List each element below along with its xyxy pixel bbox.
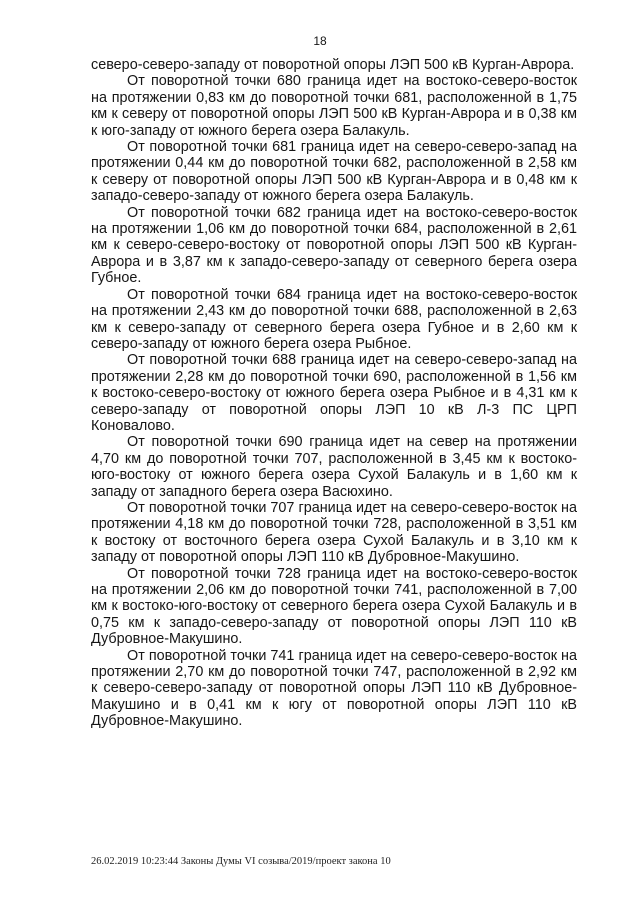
paragraph: От поворотной точки 741 граница идет на северо-северо-восток на протяжении 2,70 км до поворотной точки 747, расположенной в 2,92 км к северо-северо-западу от поворотной опоры ЛЭП 110 кВ Дубровное-Макушино и в 0,41 км к югу от поворотной опоры ЛЭП 110 кВ Дубровное-Макушино. — [91, 647, 577, 730]
paragraph: От поворотной точки 680 граница идет на востоко-северо-восток на протяжении 0,83 км до поворотной точки 681, расположенной в 1,75 км к северу от поворотной опоры ЛЭП 500 кВ Курган-Аврора и в 0,38 км к юго-западу от южного берега озера Балакуль. — [91, 73, 577, 139]
document-footer: 26.02.2019 10:23:44 Законы Думы VI созыва/2019/проект закона 10 — [91, 856, 391, 867]
paragraph: От поворотной точки 688 граница идет на северо-северо-запад на протяжении 2,28 км до поворотной точки 690, расположенной в 1,56 км к востоко-северо-востоку от южного берега озера Рыбное и в 4,31 км к северо-западу от поворотной опоры ЛЭП 10 кВ Л-3 ПС ЦРП Коновалово. — [91, 352, 577, 434]
document-body — [91, 57, 577, 730]
paragraph: От поворотной точки 684 граница идет на востоко-северо-восток на протяжении 2,43 км до поворотной точки 688, расположенной в 2,63 км к северо-западу от северного берега озера Губное и в 2,60 км к северо-западу от южного берега озера Рыбное. — [91, 286, 577, 352]
paragraph: От поворотной точки 682 граница идет на востоко-северо-восток на протяжении 1,06 км до поворотной точки 684, расположенной в 2,61 км к северо-северо-востоку от поворотной опоры ЛЭП 500 кВ Курган-Аврора и в 3,87 км к западо-северо-западу от северного берега озера Губное. — [91, 204, 577, 287]
paragraph: От поворотной точки 728 граница идет на востоко-северо-восток на протяжении 2,06 км до поворотной точки 741, расположенной в 7,00 км к востоко-юго-востоку от северного берега озера Сухой Балакуль и в 0,75 км к западо-северо-западу от поворотной опоры ЛЭП 110 кВ Дубровное-Макушино. — [91, 565, 577, 648]
paragraph: От поворотной точки 681 граница идет на северо-северо-запад на протяжении 0,44 км до поворотной точки 682, расположенной в 2,58 км к северу от поворотной опоры ЛЭП 500 кВ Курган-Аврора и в 0,48 км к западо-северо-западу от южного берега озера Балакуль. — [91, 139, 577, 205]
paragraph: От поворотной точки 707 граница идет на северо-северо-восток на протяжении 4,18 км до поворотной точки 728, расположенной в 3,51 км к востоку от восточного берега озера Сухой Балакуль и в 3,10 км к западу от поворотной опоры ЛЭП 110 кВ Дубровное-Макушино. — [91, 499, 577, 566]
paragraph-continuation: северо-северо-западу от поворотной опоры ЛЭП 500 кВ Курган-Аврора. — [91, 57, 575, 73]
page-number: 18 — [313, 34, 327, 48]
paragraph: От поворотной точки 690 граница идет на север на протяжении 4,70 км до поворотной точки 707, расположенной в 3,45 км к востоко-юго-востоку от южного берега озера Сухой Балакуль и в 1,60 км к западу от западного берега озера Васюхино. — [91, 434, 577, 500]
